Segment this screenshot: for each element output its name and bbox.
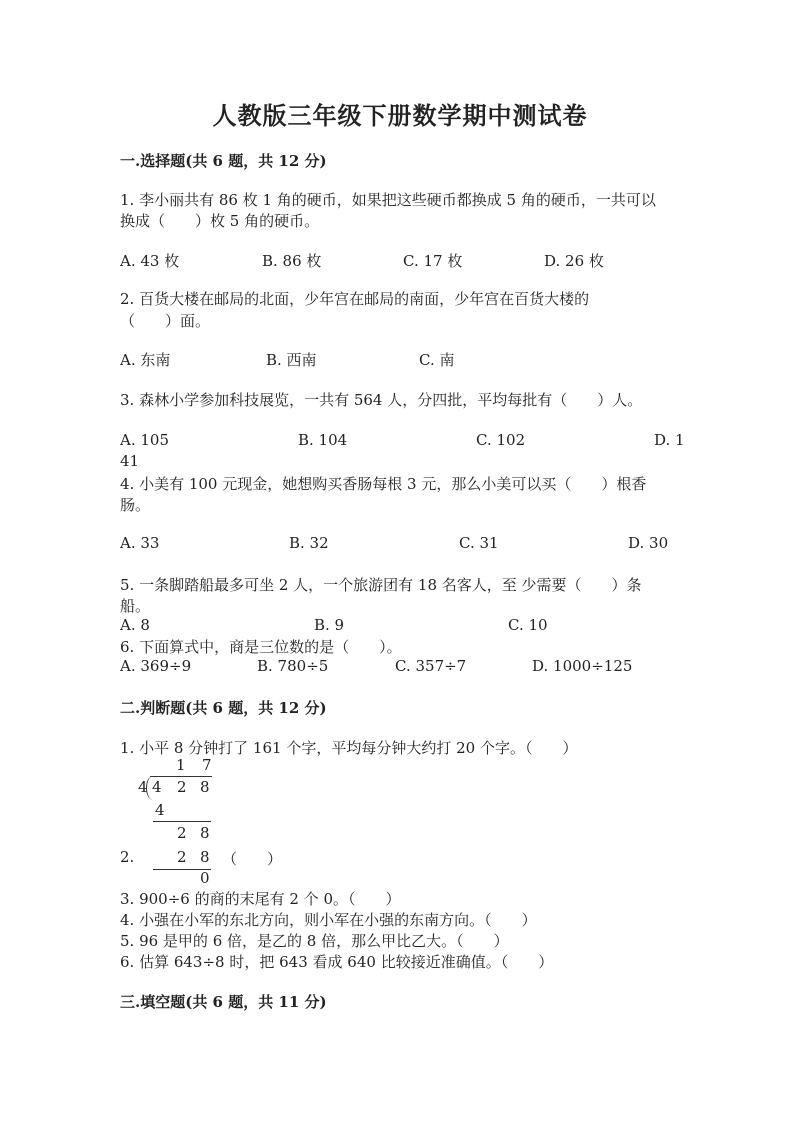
- step-digit: 2: [177, 848, 187, 866]
- option-c: C. 南: [419, 351, 455, 369]
- remainder: 0: [200, 869, 210, 887]
- division-bar: [150, 776, 212, 777]
- quotient-digit: 7: [202, 756, 212, 774]
- option-a: A. 东南: [120, 351, 171, 369]
- answer-bracket: （ ）: [222, 850, 283, 868]
- option-c: C. 357÷7: [395, 657, 467, 675]
- step-digit: 8: [200, 824, 210, 842]
- option-b: B. 86 枚: [262, 252, 322, 270]
- question-text: 4. 小强在小军的东北方向，则小军在小强的东南方向。（ ）: [120, 911, 537, 929]
- step-digit: 8: [200, 848, 210, 866]
- question-text: 船。: [120, 597, 151, 615]
- question-text: 1. 李小丽共有 86 枚 1 角的硬币，如果把这些硬币都换成 5 角的硬币，一共可以: [120, 191, 656, 209]
- section-heading-choice: 一.选择题(共 6 题，共 12 分): [120, 152, 327, 170]
- option-a: A. 105: [120, 431, 169, 449]
- section-heading-judgement: 二.判断题(共 6 题，共 12 分): [120, 699, 327, 717]
- question-text: 肠。: [120, 496, 151, 514]
- dividend-digit: 8: [200, 778, 210, 796]
- question-text: 换成（ ）枚 5 角的硬币。: [120, 212, 320, 230]
- question-text: （ ）面。: [120, 312, 211, 330]
- option-a: A. 369÷9: [120, 657, 192, 675]
- option-d: D. 1000÷125: [532, 657, 633, 675]
- dividend-digit: 2: [177, 778, 187, 796]
- option-d: D. 26 枚: [544, 252, 604, 270]
- option-a: A. 8: [120, 616, 150, 634]
- step-digit: 2: [177, 824, 187, 842]
- option-c: C. 31: [459, 534, 499, 552]
- question-text: 5. 一条脚踏船最多可坐 2 人，一个旅游团有 18 名客人，至 少需要（ ）条: [120, 576, 642, 594]
- step-digit: 4: [155, 801, 165, 819]
- option-b: B. 780÷5: [257, 657, 329, 675]
- option-a: A. 43 枚: [120, 252, 180, 270]
- option-b: B. 西南: [266, 351, 317, 369]
- option-b: B. 32: [289, 534, 329, 552]
- option-d-overflow: 41: [120, 452, 140, 470]
- question-text: 5. 96 是甲的 6 倍，是乙的 8 倍，那么甲比乙大。（ ）: [120, 932, 509, 950]
- question-text: 3. 900÷6 的商的末尾有 2 个 0。（ ）: [120, 890, 401, 908]
- step-rule: [153, 821, 211, 822]
- question-text: 1. 小平 8 分钟打了 161 个字，平均每分钟大约打 20 个字。（ ）: [120, 739, 578, 757]
- section-heading-fill-in: 三.填空题(共 6 题，共 11 分): [120, 993, 327, 1011]
- option-c: C. 10: [508, 616, 548, 634]
- question-text: 3. 森林小学参加科技展览，一共有 564 人，分四批，平均每批有（ ）人。: [120, 391, 643, 409]
- question-text: 4. 小美有 100 元现金，她想购买香肠每根 3 元，那么小美可以买（ ）根香: [120, 475, 647, 493]
- divisor: 4: [138, 778, 148, 796]
- option-c: C. 17 枚: [403, 252, 463, 270]
- question-text: 6. 下面算式中，商是三位数的是（ ）。: [120, 638, 402, 656]
- option-d: D. 1: [654, 431, 685, 449]
- option-b: B. 9: [314, 616, 345, 634]
- option-a: A. 33: [120, 534, 160, 552]
- quotient-digit: 1: [176, 756, 186, 774]
- dividend-digit: 4: [152, 778, 162, 796]
- question-number: 2.: [120, 848, 135, 866]
- option-d: D. 30: [628, 534, 669, 552]
- question-text: 6. 估算 643÷8 时，把 643 看成 640 比较接近准确值。（ ）: [120, 953, 554, 971]
- page-title: 人教版三年级下册数学期中测试卷: [212, 101, 588, 130]
- option-c: C. 102: [476, 431, 526, 449]
- option-b: B. 104: [298, 431, 348, 449]
- question-text: 2. 百货大楼在邮局的北面，少年宫在邮局的南面，少年宫在百货大楼的: [120, 290, 590, 308]
